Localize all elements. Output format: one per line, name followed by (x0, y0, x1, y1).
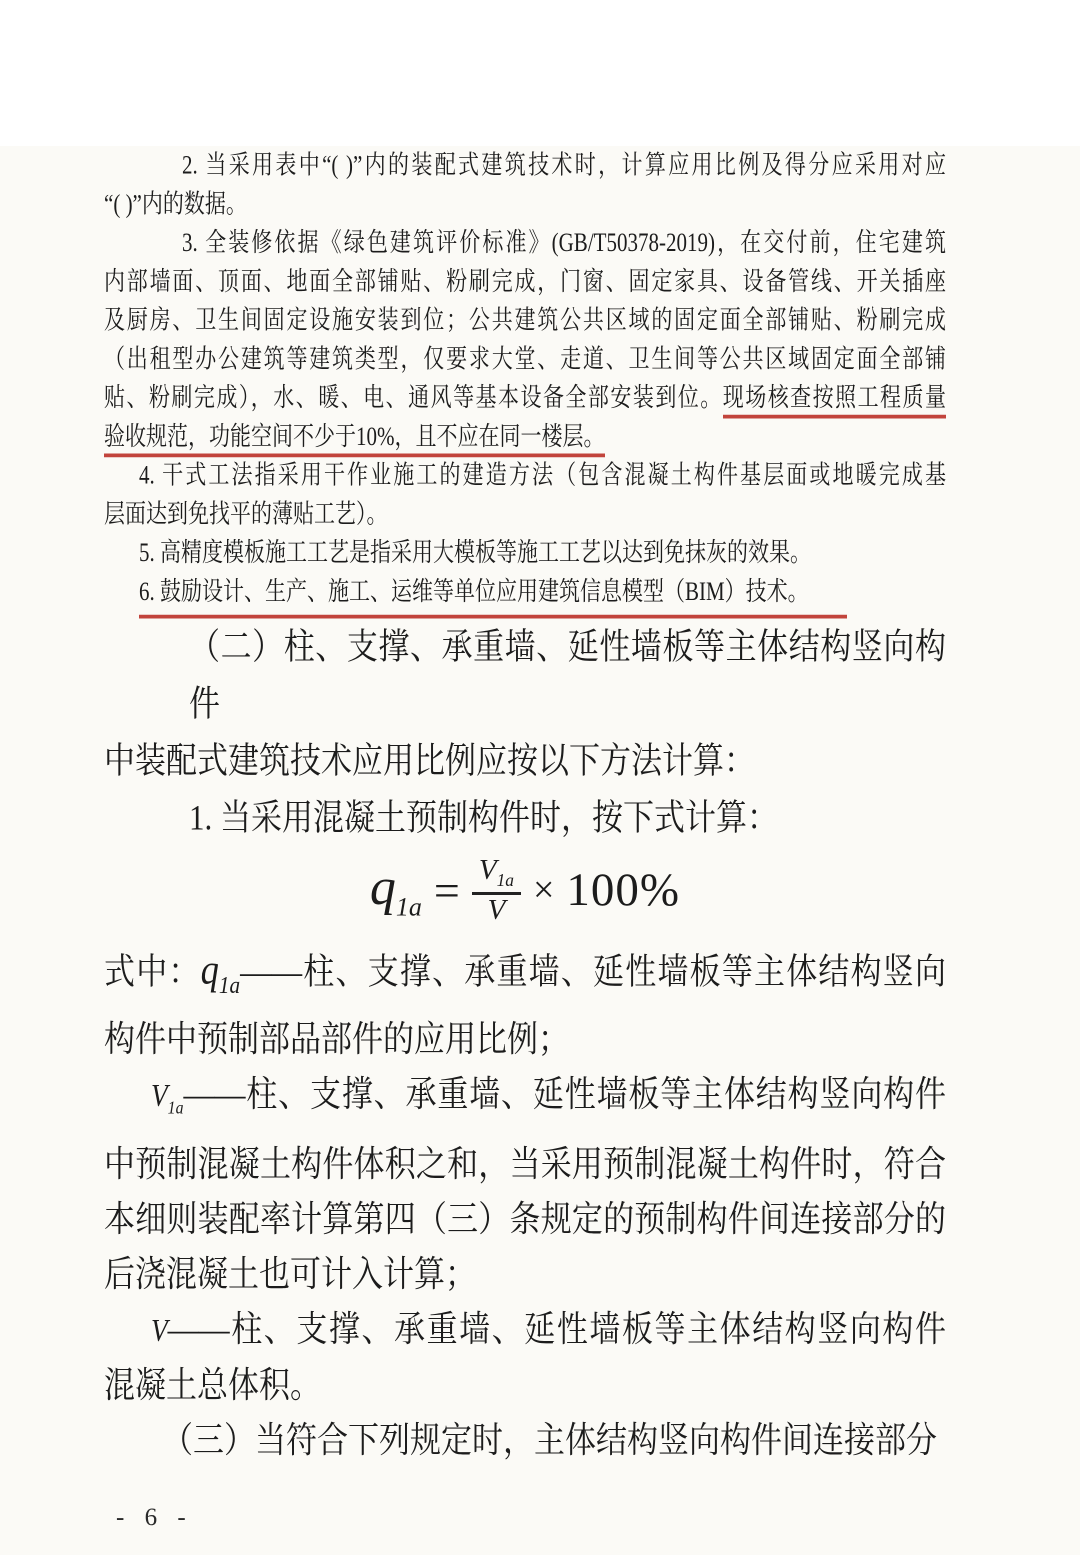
formula-value: 100% (566, 864, 681, 916)
note4-line1: 4. 干式工法指采用干作业施工的建造方法（包含混凝土构件基层面或地暖完成基 (139, 459, 946, 490)
v-definition-line2: 混凝土总体积。 (104, 1364, 321, 1405)
where-clause-line1 (104, 942, 946, 1012)
note3-line6 (104, 417, 946, 456)
note3-line4: （出租型办公建筑等建筑类型，仅要求大堂、走道、卫生间等公共区域固定面全部铺 (104, 343, 946, 374)
v-definition-text: ——柱、支撑、承重墙、延性墙板等主体结构竖向构件 (167, 1308, 946, 1349)
formula-lhs-subscript: 1a (395, 892, 422, 922)
para-3-line1: （三）当符合下列规定时，主体结构竖向构件间连接部分 (162, 1419, 937, 1460)
v1a-definition-line1 (104, 1067, 946, 1136)
red-underlined-text: 验收规范，功能空间不少于10%，且不应在同一楼层。 (104, 421, 605, 457)
note5-line1: 5. 高精度模板施工工艺是指采用大模板等施工工艺以达到免抹灰的效果。 (139, 537, 811, 568)
symbol-q1a-subscript: 1a (218, 971, 241, 999)
v-definition-line1 (104, 1302, 946, 1358)
where-clause-text: ——柱、支撑、承重墙、延性墙板等主体结构竖向 (240, 951, 947, 992)
page-number: - 6 - (116, 1504, 193, 1531)
note2-line1: 2. 当采用表中“( )”内的装配式建筑技术时，计算应用比例及得分应采用对应 (182, 149, 946, 180)
equals-sign: = (433, 864, 460, 916)
page-content (104, 146, 947, 1460)
red-underlined-text: 6. 鼓励设计、生产、施工、运维等单位应用建筑信息模型（BIM）技术。 (139, 572, 847, 618)
fraction-denominator: V (487, 893, 506, 926)
fraction-numerator: $V_{1a}$ (472, 855, 521, 895)
note3-line3: 及厨房、卫生间固定设施安装到位；公共建筑公共区域的固定面全部铺贴、粉刷完成 (104, 304, 946, 335)
body-section-2 (104, 942, 946, 1468)
document-page (0, 146, 1080, 1555)
notes-section (104, 146, 946, 619)
where-prefix: 式中： (104, 951, 201, 992)
para-item1-line: 1. 当采用混凝土预制构件时，按下式计算： (189, 797, 778, 838)
note3-line5 (104, 379, 946, 418)
v1a-definition-text: ——柱、支撑、承重墙、延性墙板等主体结构竖向构件 (183, 1074, 946, 1115)
note3-line1: 3. 全装修依据《绿色建筑评价标准》(GB/T50378-2019)，在交付前，住宅建筑 (182, 227, 946, 258)
para-2-line1: （二）柱、支撑、承重墙、延性墙板等主体结构竖向构件 (189, 626, 946, 724)
body-section-1 (104, 618, 946, 846)
symbol-v1a-subscript: 1a (167, 1098, 184, 1119)
symbol-q1a: $q_{1a}$ (200, 945, 241, 999)
numerator-subscript: 1a (496, 869, 514, 890)
multiplication-sign: × (532, 869, 555, 911)
note6-line1 (104, 572, 946, 618)
note3-line2: 内部墙面、顶面、地面全部铺贴、粉刷完成，门窗、固定家具、设备管线、开关插座 (104, 266, 946, 296)
v1a-definition-line2: 中预制混凝土构件体积之和，当采用预制混凝土构件时，符合 (104, 1143, 946, 1184)
note3-line5-text: 贴、粉刷完成），水、暖、电、通风等基本设备全部安装到位。 (104, 382, 723, 413)
red-underlined-text: 现场核查按照工程质量 (723, 382, 946, 418)
symbol-v: V (151, 1313, 168, 1348)
formula-lhs: $q_{1a}$ (369, 858, 422, 922)
where-clause-line2: 构件中预制部品部件的应用比例； (104, 1019, 569, 1060)
note4-line2: 层面达到免找平的薄贴工艺）。 (104, 498, 388, 529)
v1a-definition-line3: 本细则装配率计算第四（三）条规定的预制构件间连接部分的 (104, 1198, 946, 1239)
note2-line2: “( )”内的数据。 (104, 188, 247, 219)
v1a-definition-line4: 后浇混凝土也可计入计算； (104, 1253, 476, 1294)
symbol-v1a: $V_{1a}$ (151, 1078, 184, 1119)
fraction (472, 855, 521, 926)
para-2-line2: 中装配式建筑技术应用比例应按以下方法计算： (104, 740, 755, 781)
formula-q1a (104, 844, 946, 936)
